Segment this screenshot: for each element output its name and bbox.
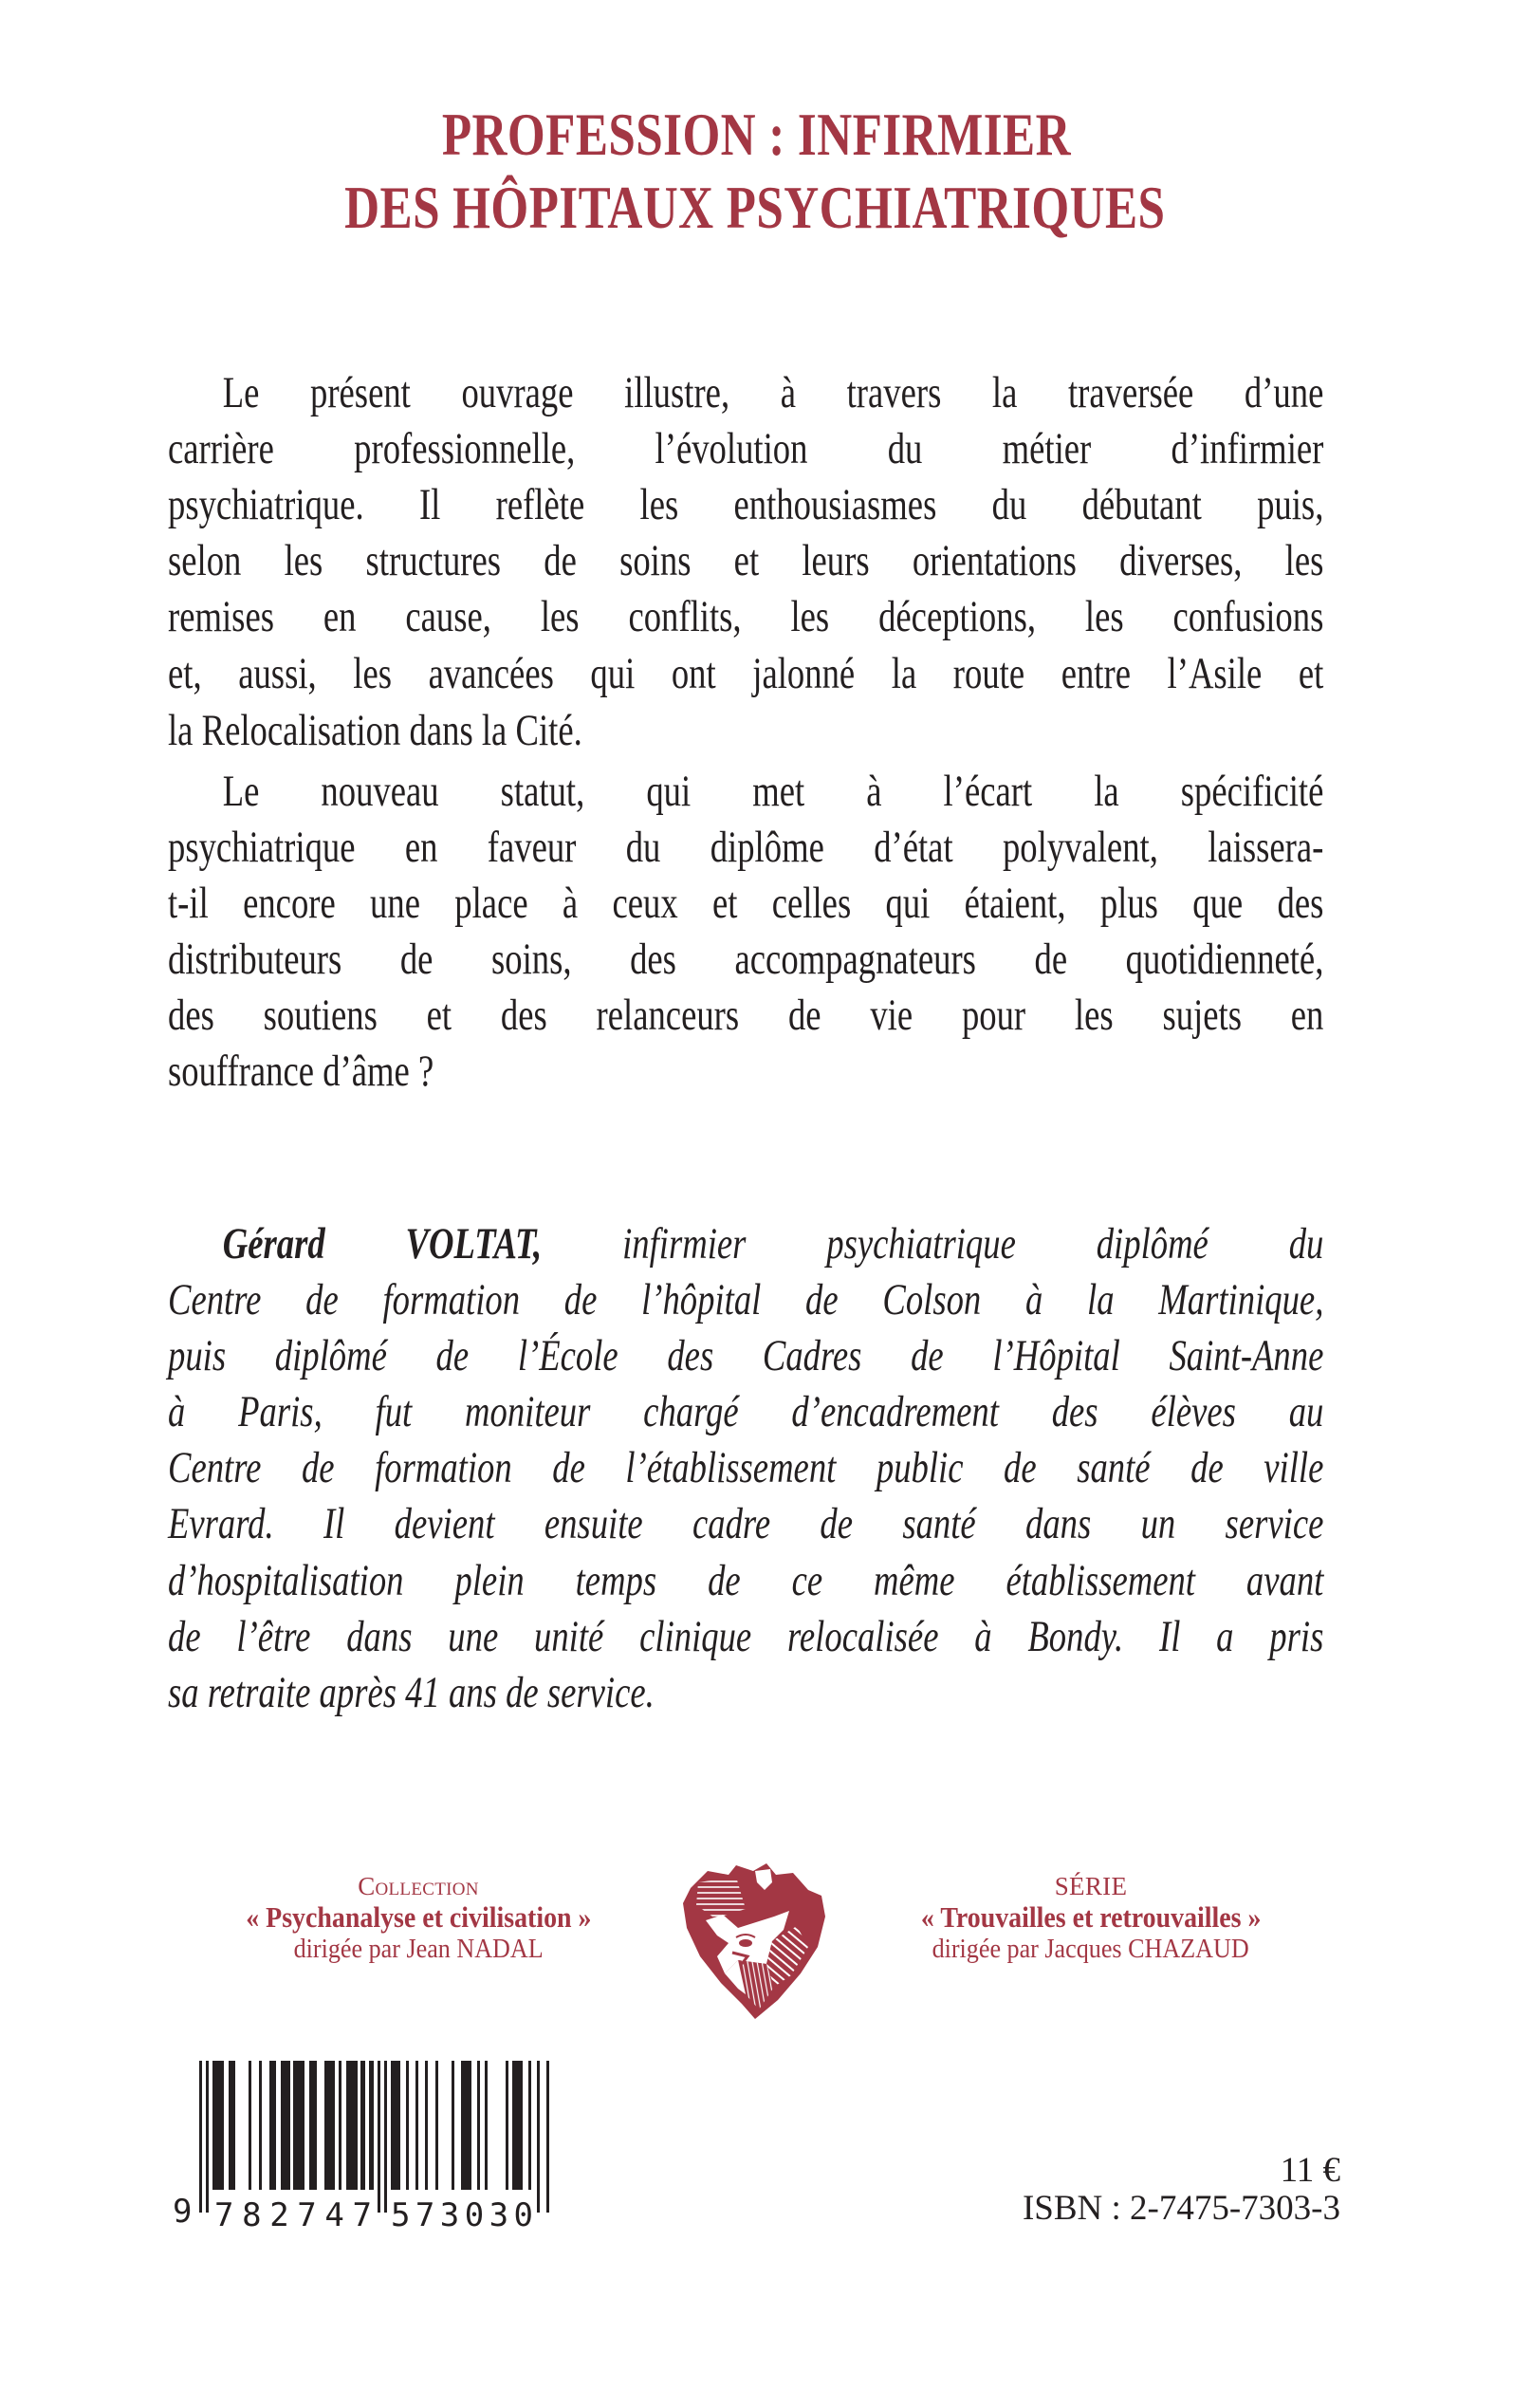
bio-line: puis diplômé de l’École des Cadres de l’Hôpital Saint-Anne [168,1331,1324,1380]
summary-line: souffrance d’âme ? [168,1047,434,1096]
summary-line: distributeurs de soins, des accompagnateurs de quotidienneté, [168,935,1324,984]
collection-info [191,1871,646,1964]
summary-line: Le présent ouvrage illustre, à travers la traversée d’une [222,368,1324,417]
bio-line: d’hospitalisation plein temps de ce même établissement avant [168,1556,1324,1605]
barcode-digits-left: 782747 [214,2196,372,2234]
summary-line: t-il encore une place à ceux et celles qui étaient, plus que des [168,879,1324,928]
price-isbn [1023,2152,1340,2228]
author-name: Gérard VOLTAT, [222,1219,543,1269]
book-title-line-1: PROFESSION : INFIRMIER [441,101,1072,168]
collection-director: dirigée par Jean NADAL [293,1934,544,1964]
bio-line: sa retraite après 41 ans de service. [168,1668,655,1717]
summary-line: carrière professionnelle, l’évolution du métier d’infirmier [168,424,1324,473]
summary-line: et, aussi, les avancées qui ont jalonné la route entre l’Asile et [168,649,1324,698]
bio-line: Centre de formation de l’établissement public de santé de ville [168,1443,1324,1492]
series-name: « Trouvailles et retrouvailles » [920,1900,1262,1934]
series-label: SÉRIE [1054,1872,1128,1900]
summary-line: remises en cause, les conflits, les déceptions, les confusions [168,592,1324,641]
summary-line: des soutiens et des relanceurs de vie pour les sujets en [168,991,1324,1040]
bio-line: Centre de formation de l’hôpital de Colson à la Martinique, [168,1275,1324,1324]
bio-line: de l’être dans une unité clinique relocalisée à Bondy. Il a pris [168,1612,1324,1661]
summary-line: Le nouveau statut, qui met à l’écart la spécificité [222,767,1324,816]
summary-line: la Relocalisation dans la Cité. [168,706,582,755]
price: 11 € [1280,2151,1340,2190]
barcode-digits-right: 573030 [391,2196,533,2234]
summary-line: selon les structures de soins et leurs orientations diverses, les [168,536,1324,585]
title-line-2 [0,174,1511,241]
bio-line: Evrard. Il devient ensuite cadre de santé dans un service [168,1499,1324,1548]
bio-line: Gérard VOLTAT, infirmier psychiatrique diplômé du [222,1219,1324,1269]
barcode-digit-first: 9 [173,2193,193,2231]
publisher-logo-icon [679,1862,831,2021]
isbn: ISBN : 2-7475-7303-3 [1022,2189,1340,2228]
book-title-line-2: DES HÔPITAUX PSYCHIATRIQUES [343,174,1166,241]
collection-name: « Psychanalyse et civilisation » [245,1900,592,1934]
summary-line: psychiatrique. Il reflète les enthousiasmes du débutant puis, [168,480,1324,529]
bio-line: à Paris, fut moniteur chargé d’encadrement des élèves au [168,1387,1324,1436]
series-director: dirigée par Jacques CHAZAUD [932,1934,1250,1964]
series-info [863,1871,1319,1964]
summary-line: psychiatrique en faveur du diplôme d’état polyvalent, laissera- [168,823,1324,872]
isbn-barcode [167,2055,565,2235]
title-line-1 [0,101,1513,168]
collection-label: Collection [358,1872,479,1900]
